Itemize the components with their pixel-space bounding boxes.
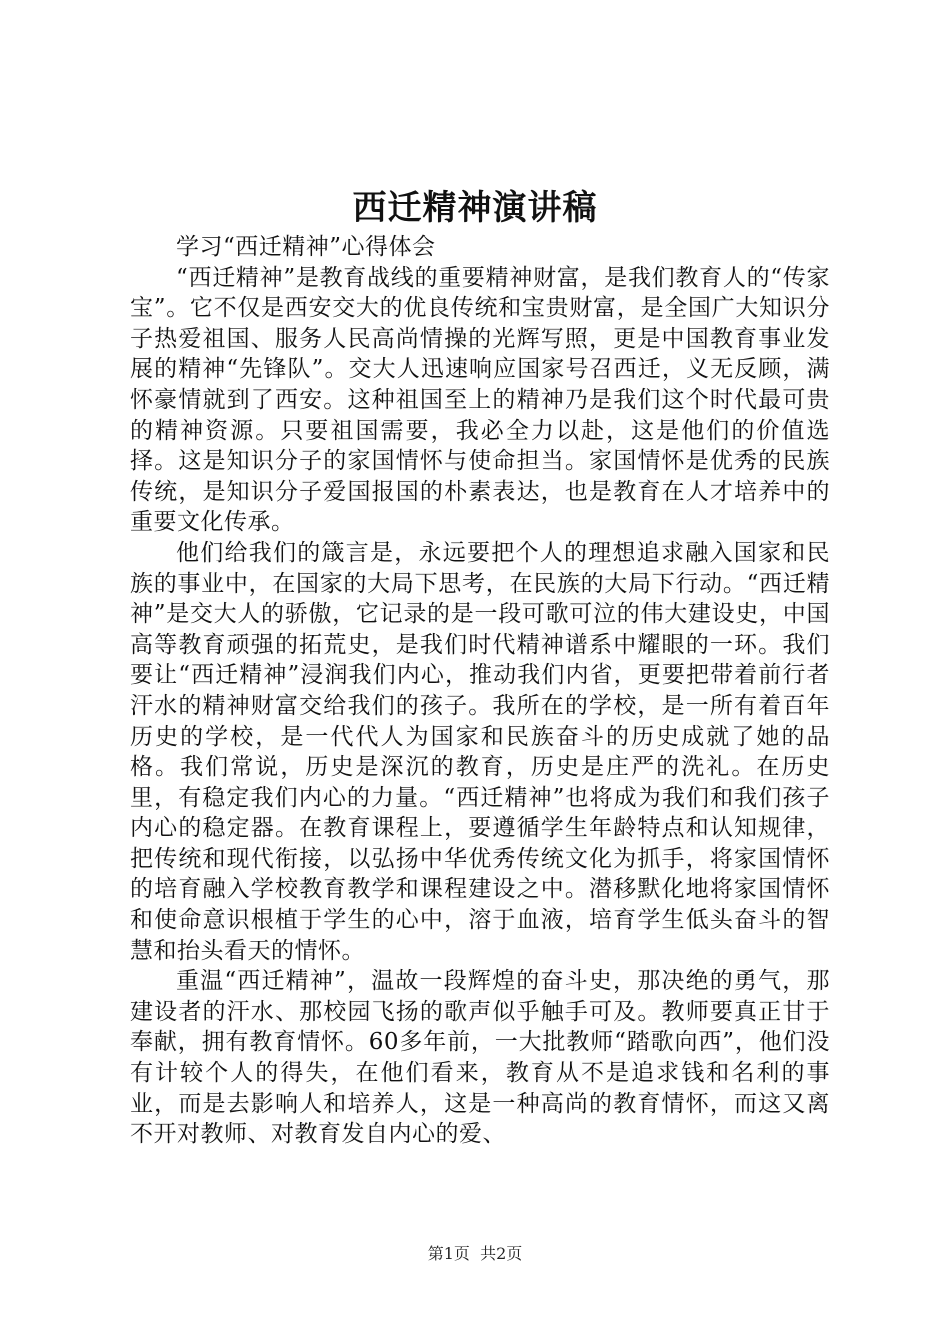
paragraph-3: 重温“西迁精神”，温故一段辉煌的奋斗史，那决绝的勇气，那建设者的汗水、那校园飞扬的歌声似乎触手可及。教师要真正甘于奉献，拥有教育情怀。60多年前，一大批教师“踏歌向西”，他们没有计较个人的得失，在他们看来，教育从不是追求钱和名利的事业，而是去影响人和培养人，这是一种高尚的教育情怀，而这又离不开对教师、对教育发自内心的爱、 xyxy=(130,968,830,1148)
paragraph-2: 他们给我们的箴言是，永远要把个人的理想追求融入国家和民族的事业中，在国家的大局下思考，在民族的大局下行动。“西迁精神”是交大人的骄傲，它记录的是一段可歌可泣的伟大建设史，中国高等教育顽强的拓荒史，是我们时代精神谱系中耀眼的一环。我们要让“西迁精神”浸润我们内心，推动我们内省，更要把带着前行者汗水的精神财富交给我们的孩子。我所在的学校，是一所有着百年历史的学校，是一代代人为国家和民族奋斗的历史成就了她的品格。我们常说，历史是深沉的教育，历史是庄严的洗礼。在历史里，有稳定我们内心的力量。“西迁精神”也将成为我们和我们孩子内心的稳定器。在教育课程上，要遵循学生年龄特点和认知规律，把传统和现代衔接，以弘扬中华优秀传统文化为抓手，将家国情怀的培育融入学校教育教学和课程建设之中。潜移默化地将家国情怀和使命意识根植于学生的心中，溶于血液，培育学生低头奋斗的智慧和抬头看天的情怀。 xyxy=(130,539,830,964)
page-footer xyxy=(0,1242,950,1266)
document-title: 西迁精神演讲稿 xyxy=(352,188,598,228)
document-subtitle: 学习“西迁精神”心得体会 xyxy=(176,234,436,260)
page-number-label: 第1页 共2页 xyxy=(427,1244,523,1263)
document-body xyxy=(130,232,830,1150)
paragraph-1: “西迁精神”是教育战线的重要精神财富，是我们教育人的“传家宝”。它不仅是西安交大的优良传统和宝贵财富，是全国广大知识分子热爱祖国、服务人民高尚情操的光辉写照，更是中国教育事业发展的精神“先锋队”。交大人迅速响应国家号召西迁，义无反顾，满怀豪情就到了西安。这种祖国至上的精神乃是我们这个时代最可贵的精神资源。只要祖国需要，我必全力以赴，这是他们的价值选择。这是知识分子的家国情怀与使命担当。家国情怀是优秀的民族传统，是知识分子爱国报国的朴素表达，也是教育在人才培养中的重要文化传承。 xyxy=(130,264,830,536)
